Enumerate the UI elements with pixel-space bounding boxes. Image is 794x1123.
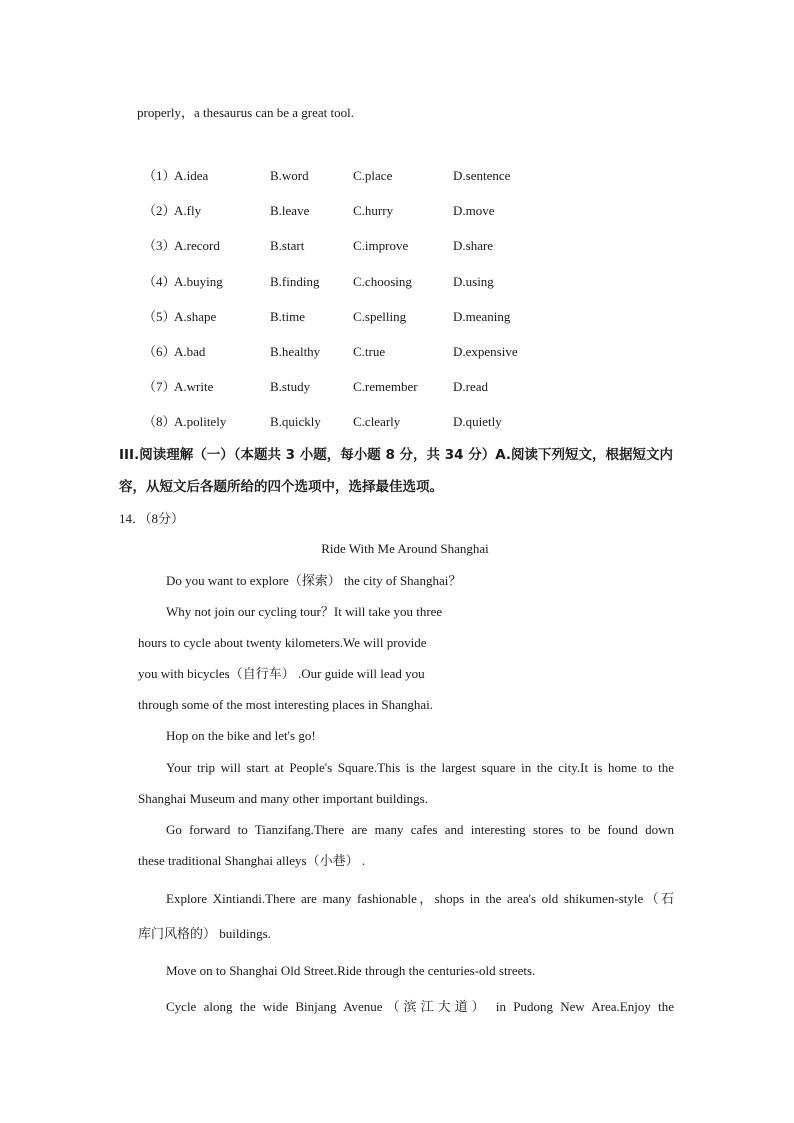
option-row-2 <box>0 203 794 219</box>
passage-line: you with bicycles（自行车） .Our guide will lead you <box>138 666 425 681</box>
option-a: A.fly <box>174 203 202 218</box>
question-number: 14．（8分） <box>119 511 185 526</box>
option-a: A.shape <box>174 309 217 324</box>
option-c: C.choosing <box>353 274 412 289</box>
passage-title: Ride With Me Around Shanghai <box>321 541 489 556</box>
option-d: D.share <box>453 238 494 253</box>
option-a: A.politely <box>174 414 227 429</box>
option-b: B.word <box>270 168 309 183</box>
passage-line: these traditional Shanghai alleys（小巷） . <box>138 853 366 868</box>
option-a: A.record <box>174 238 220 253</box>
option-c: C.true <box>353 344 386 359</box>
option-a: A.bad <box>174 344 206 359</box>
option-number: （2） <box>143 203 176 218</box>
option-row-1 <box>0 168 794 184</box>
option-row-3 <box>0 238 794 254</box>
option-b: B.healthy <box>270 344 321 359</box>
passage-line: Go forward to Tianzifang.There are many cafes and interesting stores to be found down <box>166 822 674 837</box>
option-c: C.improve <box>353 238 409 253</box>
passage-line: 库门风格的） buildings. <box>138 926 271 941</box>
section-heading-line-2: 容，从短文后各题所给的四个选项中，选择最佳选项。 <box>119 479 443 495</box>
option-d: D.sentence <box>453 168 511 183</box>
option-row-7 <box>0 379 794 395</box>
option-b: B.leave <box>270 203 310 218</box>
passage-line: hours to cycle about twenty kilometers.We will provide <box>138 635 427 650</box>
option-c: C.place <box>353 168 393 183</box>
option-c: C.spelling <box>353 309 407 324</box>
option-d: D.read <box>453 379 489 394</box>
passage-line: Your trip will start at People's Square.This is the largest square in the city.It is home to the <box>166 760 674 775</box>
passage-line: through some of the most interesting places in Shanghai. <box>138 697 433 712</box>
option-number: （8） <box>143 414 176 429</box>
option-row-6 <box>0 344 794 360</box>
option-number: （6） <box>143 344 176 359</box>
option-row-5 <box>0 309 794 325</box>
option-d: D.move <box>453 203 495 218</box>
option-row-4 <box>0 274 794 290</box>
intro-line: properly，a thesaurus can be a great tool. <box>137 105 354 120</box>
option-number: （5） <box>143 309 176 324</box>
option-b: B.start <box>270 238 305 253</box>
option-number: （3） <box>143 238 176 253</box>
passage-line: Why not join our cycling tour？It will take you three <box>166 604 443 619</box>
option-d: D.quietly <box>453 414 502 429</box>
option-number: （1） <box>143 168 176 183</box>
passage-line: Move on to Shanghai Old Street.Ride through the centuries-old streets. <box>166 963 536 978</box>
passage-line: Shanghai Museum and many other important buildings. <box>138 791 428 806</box>
option-c: C.hurry <box>353 203 394 218</box>
passage-line: Cycle along the wide Binjang Avenue（滨江大道） in Pudong New Area.Enjoy the <box>166 999 674 1014</box>
option-d: D.using <box>453 274 494 289</box>
option-b: B.study <box>270 379 311 394</box>
option-row-8 <box>0 414 794 430</box>
option-b: B.finding <box>270 274 320 289</box>
option-a: A.idea <box>174 168 209 183</box>
option-a: A.write <box>174 379 214 394</box>
option-d: D.meaning <box>453 309 511 324</box>
option-b: B.time <box>270 309 306 324</box>
option-d: D.expensive <box>453 344 518 359</box>
option-c: C.clearly <box>353 414 401 429</box>
option-number: （4） <box>143 274 176 289</box>
passage-line: Hop on the bike and let's go! <box>166 728 316 743</box>
passage-line: Do you want to explore（探索） the city of Shanghai？ <box>166 573 462 588</box>
option-a: A.buying <box>174 274 223 289</box>
option-number: （7） <box>143 379 176 394</box>
option-c: C.remember <box>353 379 418 394</box>
option-b: B.quickly <box>270 414 321 429</box>
passage-line: Explore Xintiandi.There are many fashionable，shops in the area's old shikumen-style（石 <box>166 891 674 906</box>
section-heading-line-1: III.阅读理解（一）（本题共 3 小题，每小题 8 分，共 34 分）A.阅读下列短文，根据短文内 <box>119 447 674 463</box>
